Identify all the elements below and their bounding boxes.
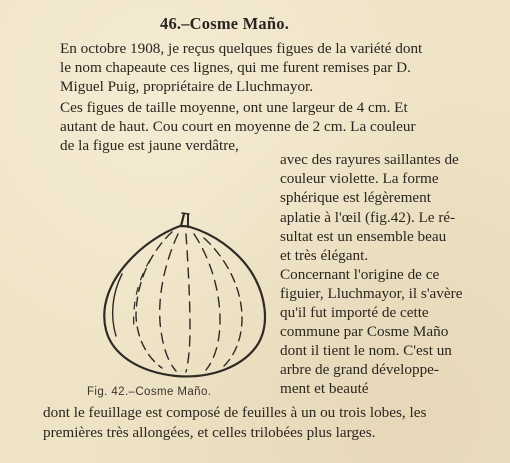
- text-line: En octobre 1908, je reçus quelques figues de la variété dont: [60, 40, 423, 57]
- text-line: arbre de grand développe-: [280, 361, 439, 378]
- text-line: couleur violette. La forme: [280, 170, 439, 187]
- fig-illustration: [92, 208, 272, 383]
- text-line: et très élégant.: [280, 247, 369, 264]
- text-line: aplatie à l'œil (fig.42). Le ré-: [280, 209, 456, 226]
- text-line: Miguel Puig, propriétaire de Lluchmayor.: [60, 78, 314, 95]
- page-title: 46.–Cosme Maño.: [160, 14, 290, 33]
- text-line: Concernant l'origine de ce: [280, 266, 440, 283]
- text-line: commune par Cosme Maño: [280, 323, 449, 340]
- text-line: autant de haut. Cou court en moyenne de 2 cm. La couleur: [60, 118, 416, 135]
- text-line: premières très allongées, et celles trilobées plus larges.: [43, 424, 376, 441]
- text-line: dont il tient le nom. C'est un: [280, 342, 452, 359]
- text-line: Ces figues de taille moyenne, ont une largeur de 4 cm. Et: [60, 99, 408, 116]
- text-line: sultat est un ensemble beau: [280, 228, 447, 245]
- text-line: le nom chapeaute ces lignes, qui me furent remises par D.: [60, 59, 411, 76]
- text-line: dont le feuillage est composé de feuilles à un ou trois lobes, les: [43, 404, 427, 421]
- text-line: de la figue est jaune verdâtre,: [60, 137, 239, 154]
- text-line: qu'il fut importé de cette: [280, 304, 429, 321]
- text-line: sphérique est légèrement: [280, 189, 431, 206]
- text-line: avec des rayures saillantes de: [280, 151, 459, 168]
- text-line: figuier, Lluchmayor, il s'avère: [280, 285, 463, 302]
- text-line: ment et beauté: [280, 380, 369, 397]
- figure-caption: Fig. 42.–Cosme Maño.: [87, 386, 212, 398]
